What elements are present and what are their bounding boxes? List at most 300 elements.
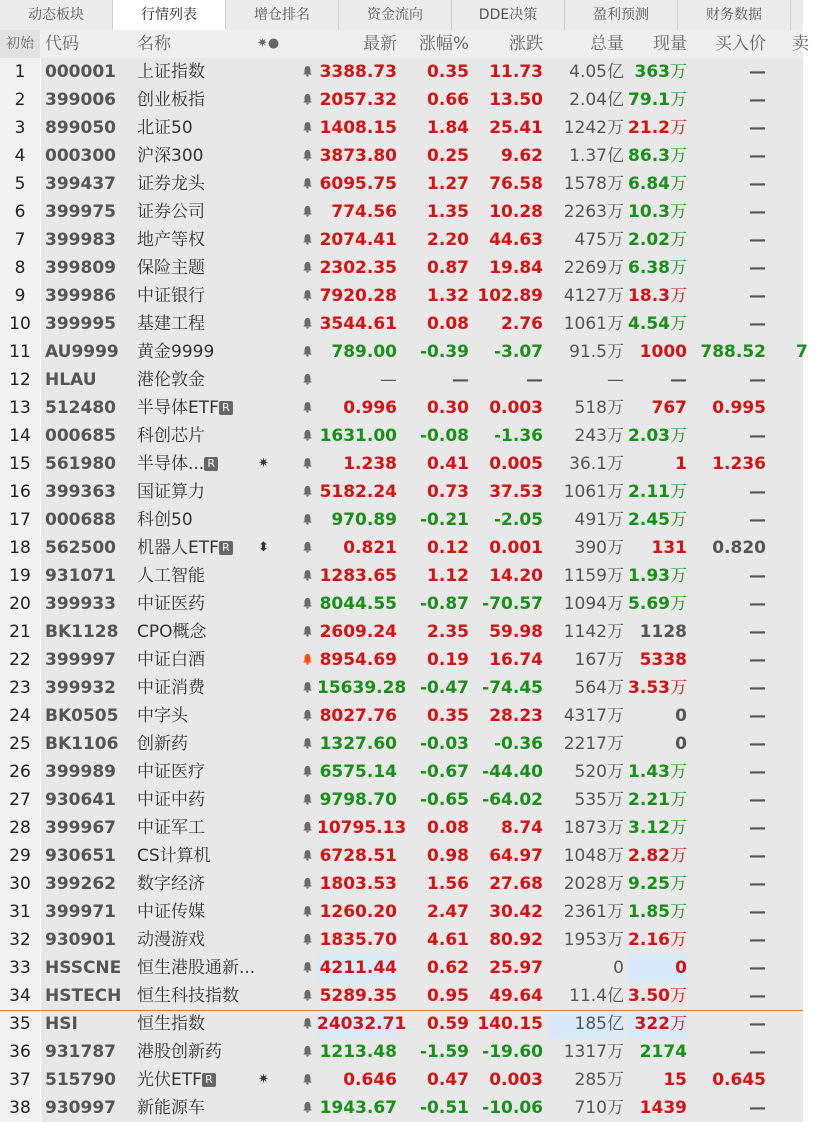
stock-name <box>137 954 287 982</box>
current-volume: 5.69万 <box>628 594 687 614</box>
ask-price: 7 <box>796 342 808 362</box>
row-index: 16 <box>9 482 31 502</box>
total-volume: 2217万 <box>563 734 624 754</box>
total-volume: 564万 <box>574 678 624 698</box>
stock-name <box>137 1010 287 1038</box>
change-percent: 0.19 <box>427 650 469 670</box>
table-row[interactable] <box>0 730 803 758</box>
change-percent: 1.56 <box>427 874 469 894</box>
table-row[interactable] <box>0 1038 803 1066</box>
total-volume: 1048万 <box>563 846 624 866</box>
change-amount: 0.001 <box>489 538 543 558</box>
stock-name <box>137 758 287 786</box>
last-price: 8954.69 <box>319 650 397 670</box>
row-index: 32 <box>9 930 31 950</box>
col-cur[interactable]: 现量 <box>653 34 687 54</box>
change-amount: -74.45 <box>482 678 543 698</box>
row-index: 24 <box>9 706 31 726</box>
change-amount: 2.76 <box>501 314 543 334</box>
change-percent: 0.30 <box>427 398 469 418</box>
change-amount: -64.02 <box>482 790 543 810</box>
change-amount: 16.74 <box>489 650 543 670</box>
last-price: 1327.60 <box>319 734 397 754</box>
last-price: 1631.00 <box>319 426 397 446</box>
bid-price: — <box>749 678 766 698</box>
table-row[interactable] <box>0 478 803 506</box>
bell-icon <box>298 282 316 310</box>
current-volume: 15 <box>663 1070 687 1090</box>
col-ask[interactable]: 卖 <box>792 34 809 54</box>
total-volume: 285万 <box>574 1070 624 1090</box>
last-price: 4211.44 <box>317 954 397 982</box>
bell-icon <box>298 534 316 562</box>
table-row[interactable] <box>0 926 803 954</box>
change-percent: 0.66 <box>427 90 469 110</box>
row-index: 29 <box>9 846 31 866</box>
row-index: 36 <box>9 1042 31 1062</box>
stock-name-text: 中证消费 <box>137 678 205 698</box>
table-row[interactable] <box>0 170 803 198</box>
table-row[interactable] <box>0 422 803 450</box>
bid-price: — <box>749 902 766 922</box>
bid-price: — <box>749 930 766 950</box>
current-volume: 2.45万 <box>628 510 687 530</box>
stock-name-text: CS计算机 <box>137 846 211 866</box>
total-volume: 2263万 <box>563 202 624 222</box>
stock-name <box>137 730 287 758</box>
change-amount: 10.28 <box>489 202 543 222</box>
col-bid[interactable]: 买入价 <box>715 34 766 54</box>
last-price: 2057.32 <box>319 90 397 110</box>
stock-name-text: 北证50 <box>137 118 193 138</box>
row-index: 38 <box>9 1098 31 1118</box>
current-volume: 2.16万 <box>628 930 687 950</box>
current-volume: 6.38万 <box>628 258 687 278</box>
r-badge-icon: R <box>219 401 233 415</box>
last-price: 1803.53 <box>319 874 397 894</box>
table-row[interactable] <box>0 870 803 898</box>
current-volume: 18.3万 <box>628 286 687 306</box>
table-row[interactable] <box>0 786 803 814</box>
stock-code: 930997 <box>45 1098 116 1118</box>
tab-1[interactable]: 行情列表 <box>113 0 226 30</box>
stock-name <box>137 114 287 142</box>
col-code[interactable]: 代码 <box>45 34 79 54</box>
stock-name <box>137 422 287 450</box>
change-amount: 44.63 <box>489 230 543 250</box>
bid-price: — <box>749 510 766 530</box>
bell-icon <box>298 1038 316 1066</box>
table-row[interactable] <box>0 198 803 226</box>
change-amount: 64.97 <box>489 846 543 866</box>
change-amount: — <box>526 370 543 390</box>
current-volume: 21.2万 <box>628 118 687 138</box>
last-price: 3388.73 <box>319 62 397 82</box>
change-percent: -1.59 <box>420 1042 469 1062</box>
bid-price: 788.52 <box>700 342 766 362</box>
bell-icon <box>298 254 316 282</box>
table-row[interactable] <box>0 282 803 310</box>
bell-icon <box>298 226 316 254</box>
stock-code: 930641 <box>45 790 116 810</box>
last-price: 774.56 <box>331 202 397 222</box>
table-row[interactable] <box>0 1010 803 1038</box>
total-volume: 491万 <box>574 510 624 530</box>
bid-price: — <box>749 118 766 138</box>
total-volume: 1317万 <box>563 1042 624 1062</box>
col-index[interactable]: 初始 <box>0 30 40 58</box>
stock-name-text: 中证传媒 <box>137 902 205 922</box>
change-amount: 0.005 <box>489 454 543 474</box>
row-index: 37 <box>9 1070 31 1090</box>
stock-code: 399971 <box>45 902 116 922</box>
col-icons[interactable]: ✷● <box>257 36 280 51</box>
stock-name-text: 沪深300 <box>137 146 204 166</box>
bell-icon <box>298 842 316 870</box>
stock-name <box>137 870 287 898</box>
last-price: 15639.28 <box>317 678 407 698</box>
table-row[interactable] <box>0 1066 803 1094</box>
stock-code: 399363 <box>45 482 116 502</box>
stock-code: 399809 <box>45 258 116 278</box>
current-volume: 3.12万 <box>628 818 687 838</box>
change-amount: -0.36 <box>494 734 543 754</box>
stock-name <box>137 58 287 86</box>
bell-icon <box>298 1094 316 1122</box>
current-volume: 9.25万 <box>628 874 687 894</box>
bid-price: — <box>749 818 766 838</box>
bell-icon <box>298 58 316 86</box>
row-index: 12 <box>9 370 31 390</box>
stock-code: 562500 <box>45 538 116 558</box>
last-price: 5182.24 <box>319 482 397 502</box>
stock-code: BK1128 <box>45 622 119 642</box>
row-index: 19 <box>9 566 31 586</box>
bell-icon <box>298 310 316 338</box>
current-volume: 1 <box>675 454 687 474</box>
change-percent: -0.03 <box>420 734 469 754</box>
bell-icon <box>298 114 316 142</box>
total-volume: 2028万 <box>563 874 624 894</box>
col-last[interactable]: 最新 <box>363 34 397 54</box>
change-percent: 0.25 <box>427 146 469 166</box>
last-price: 789.00 <box>331 342 397 362</box>
stock-code: 399262 <box>45 874 116 894</box>
col-name[interactable]: 名称 <box>137 34 171 54</box>
change-amount: 19.84 <box>489 258 543 278</box>
stock-name <box>137 590 287 618</box>
table-row[interactable] <box>0 562 803 590</box>
last-price: 3873.80 <box>319 146 397 166</box>
last-price: 2074.41 <box>319 230 397 250</box>
last-price: 1.238 <box>343 454 397 474</box>
bid-price: — <box>749 622 766 642</box>
stock-code: HSI <box>45 1014 78 1034</box>
total-volume: 243万 <box>574 426 624 446</box>
stock-name-text: 中证医疗 <box>137 762 205 782</box>
change-amount: 25.97 <box>489 958 543 978</box>
change-percent: 0.35 <box>427 706 469 726</box>
last-price: 3544.61 <box>319 314 397 334</box>
tab-6[interactable]: 财务数据 <box>678 0 791 30</box>
stock-name <box>137 282 287 310</box>
last-price: 1260.20 <box>319 902 397 922</box>
row-index: 6 <box>14 202 26 222</box>
stock-name <box>137 618 287 646</box>
table-row[interactable] <box>0 310 803 338</box>
current-volume: 2.03万 <box>628 426 687 446</box>
stock-name-text: 人工智能 <box>137 566 205 586</box>
change-amount: 102.89 <box>477 286 543 306</box>
col-chg[interactable]: 涨跌 <box>509 34 543 54</box>
bid-price: 0.820 <box>712 538 766 558</box>
table-row[interactable] <box>0 954 803 982</box>
total-volume: 4.05亿 <box>569 62 624 82</box>
change-percent: -0.87 <box>420 594 469 614</box>
last-price: 2302.35 <box>319 258 397 278</box>
total-volume: 1142万 <box>563 622 624 642</box>
stock-name-text: 中证中药 <box>137 790 205 810</box>
table-row[interactable] <box>0 394 803 422</box>
table-row[interactable] <box>0 590 803 618</box>
current-volume: 1.85万 <box>628 902 687 922</box>
tab-5[interactable]: 盈利预测 <box>565 0 678 30</box>
current-volume: 1128 <box>639 622 687 642</box>
stock-name-text: 证券龙头 <box>137 174 205 194</box>
stock-code: 931071 <box>45 566 116 586</box>
bid-price: — <box>749 174 766 194</box>
table-row[interactable] <box>0 338 808 366</box>
change-amount: 28.23 <box>489 706 543 726</box>
tab-4[interactable]: DDE决策 <box>452 0 565 30</box>
table-row[interactable] <box>0 450 803 478</box>
row-index: 10 <box>9 314 31 334</box>
bell-icon <box>298 506 316 534</box>
table-row[interactable] <box>0 618 803 646</box>
change-amount: 76.58 <box>489 174 543 194</box>
col-vol[interactable]: 总量 <box>590 34 624 54</box>
total-volume: 390万 <box>574 538 624 558</box>
stock-code: 399932 <box>45 678 116 698</box>
stock-code: HSSCNE <box>45 958 122 978</box>
stock-name-text: 上证指数 <box>137 62 205 82</box>
stock-name-text: 基建工程 <box>137 314 205 334</box>
stock-name-text: CPO概念 <box>137 622 207 642</box>
current-volume: 2.82万 <box>628 846 687 866</box>
total-volume: 475万 <box>574 230 624 250</box>
total-volume: 11.4亿 <box>569 986 624 1006</box>
bid-price: — <box>749 482 766 502</box>
current-volume: 2.02万 <box>628 230 687 250</box>
table-row[interactable] <box>0 646 803 674</box>
table-row[interactable] <box>0 534 803 562</box>
total-volume: 1578万 <box>563 174 624 194</box>
bell-icon <box>298 674 316 702</box>
table-row[interactable] <box>0 842 803 870</box>
bell-icon <box>298 702 316 730</box>
current-volume: — <box>670 370 687 390</box>
table-row[interactable] <box>0 58 803 86</box>
stock-code: BK1106 <box>45 734 119 754</box>
table-row[interactable] <box>0 254 803 282</box>
change-percent: — <box>452 370 469 390</box>
stock-code: 930901 <box>45 930 116 950</box>
bid-price: — <box>749 762 766 782</box>
bid-price: — <box>749 594 766 614</box>
stock-code: 399006 <box>45 90 116 110</box>
table-row[interactable] <box>0 114 803 142</box>
bell-icon <box>298 478 316 506</box>
last-price: 10795.13 <box>317 818 407 838</box>
table-row[interactable] <box>0 1094 803 1122</box>
r-badge-icon: R <box>219 541 233 555</box>
total-volume: 1061万 <box>563 314 624 334</box>
bid-price: — <box>749 370 766 390</box>
bid-price: — <box>749 706 766 726</box>
stock-name-text: 中证白酒 <box>137 650 205 670</box>
last-price: 6095.75 <box>319 174 397 194</box>
change-amount: 0.003 <box>489 1070 543 1090</box>
table-row[interactable] <box>0 898 803 926</box>
bid-price: — <box>749 1014 766 1034</box>
change-percent: -0.51 <box>420 1098 469 1118</box>
stock-name <box>137 562 287 590</box>
total-volume: 1094万 <box>563 594 624 614</box>
stock-name <box>137 338 287 366</box>
stock-name-text: 半导体ETF <box>137 398 219 418</box>
bell-icon <box>298 730 316 758</box>
change-percent: -0.08 <box>420 426 469 446</box>
last-price: 2609.24 <box>319 622 397 642</box>
current-volume: 4.54万 <box>628 314 687 334</box>
row-index: 27 <box>9 790 31 810</box>
stock-name-text: 恒生科技指数 <box>137 986 239 1006</box>
stock-code: HSTECH <box>45 986 122 1006</box>
bell-alert-icon <box>298 646 316 674</box>
change-amount: -10.06 <box>482 1098 543 1118</box>
change-amount: 11.73 <box>489 62 543 82</box>
stock-name-text: 创新药 <box>137 734 188 754</box>
bid-price: — <box>749 286 766 306</box>
change-percent: 0.73 <box>427 482 469 502</box>
table-row[interactable] <box>0 506 803 534</box>
bid-price: — <box>749 90 766 110</box>
last-price: 1408.15 <box>319 118 397 138</box>
table-row[interactable] <box>0 226 803 254</box>
last-price: 7920.28 <box>319 286 397 306</box>
stock-name <box>137 1038 287 1066</box>
stock-name-text: 中字头 <box>137 706 188 726</box>
stock-code: 399997 <box>45 650 116 670</box>
row-index: 22 <box>9 650 31 670</box>
stock-code: HLAU <box>45 370 97 390</box>
table-row[interactable] <box>0 142 803 170</box>
total-volume: 518万 <box>574 398 624 418</box>
change-percent: 1.32 <box>427 286 469 306</box>
stock-name <box>137 254 287 282</box>
tab-0[interactable]: 动态板块 <box>0 0 113 30</box>
bell-icon <box>298 590 316 618</box>
bid-price: — <box>749 958 766 978</box>
stock-code: 000001 <box>45 62 116 82</box>
row-index: 25 <box>9 734 31 754</box>
bell-icon <box>298 1010 316 1038</box>
change-percent: -0.47 <box>420 678 469 698</box>
stock-code: 512480 <box>45 398 116 418</box>
current-volume: 79.1万 <box>628 90 687 110</box>
total-volume: — <box>607 370 624 390</box>
row-index: 7 <box>14 230 26 250</box>
bell-icon <box>298 366 316 394</box>
table-row[interactable] <box>0 814 803 842</box>
row-index: 20 <box>9 594 31 614</box>
bid-price: — <box>749 1098 766 1118</box>
table-row[interactable] <box>0 366 803 394</box>
last-price: 970.89 <box>331 510 397 530</box>
table-row[interactable] <box>0 702 803 730</box>
stock-name <box>137 814 287 842</box>
group-separator <box>0 1010 803 1011</box>
last-price: 24032.71 <box>317 1010 397 1038</box>
change-percent: 0.62 <box>427 958 469 978</box>
table-row[interactable] <box>0 674 803 702</box>
change-percent: 0.98 <box>427 846 469 866</box>
current-volume: 3.50万 <box>628 986 687 1006</box>
row-index: 1 <box>14 62 26 82</box>
bell-icon <box>298 422 316 450</box>
row-index: 30 <box>9 874 31 894</box>
stock-name-text: 黄金9999 <box>137 342 215 362</box>
total-volume: 2269万 <box>563 258 624 278</box>
stock-name-text: 中证军工 <box>137 818 205 838</box>
change-amount: 9.62 <box>501 146 543 166</box>
change-amount: 59.98 <box>489 622 543 642</box>
stock-name-text: 恒生指数 <box>137 1014 205 1034</box>
bell-icon <box>298 786 316 814</box>
row-index: 31 <box>9 902 31 922</box>
stock-code: 399983 <box>45 230 116 250</box>
sun-icon: ✷ <box>258 456 269 471</box>
stock-name <box>137 506 287 534</box>
bid-price: — <box>749 314 766 334</box>
current-volume: 3.53万 <box>628 678 687 698</box>
change-amount: 37.53 <box>489 482 543 502</box>
change-amount: 25.41 <box>489 118 543 138</box>
stock-name <box>137 394 287 422</box>
current-volume: 363万 <box>634 62 687 82</box>
table-row[interactable] <box>0 86 803 114</box>
tab-3[interactable]: 资金流向 <box>339 0 452 30</box>
stock-name-text: 新能源车 <box>137 1098 205 1118</box>
change-percent: 0.87 <box>427 258 469 278</box>
change-amount: 30.42 <box>489 902 543 922</box>
bid-price: — <box>749 426 766 446</box>
table-row[interactable] <box>0 982 803 1010</box>
tab-2[interactable]: 增仓排名 <box>226 0 339 30</box>
total-volume: 4127万 <box>563 286 624 306</box>
change-percent: 1.35 <box>427 202 469 222</box>
last-price: — <box>380 370 397 390</box>
change-amount: -2.05 <box>494 510 543 530</box>
stock-code: 930651 <box>45 846 116 866</box>
col-pct[interactable]: 涨幅% <box>418 34 469 54</box>
stock-code: 399989 <box>45 762 116 782</box>
bell-icon <box>298 142 316 170</box>
row-index: 28 <box>9 818 31 838</box>
change-percent: -0.67 <box>420 762 469 782</box>
table-row[interactable] <box>0 758 803 786</box>
stock-name <box>137 898 287 926</box>
